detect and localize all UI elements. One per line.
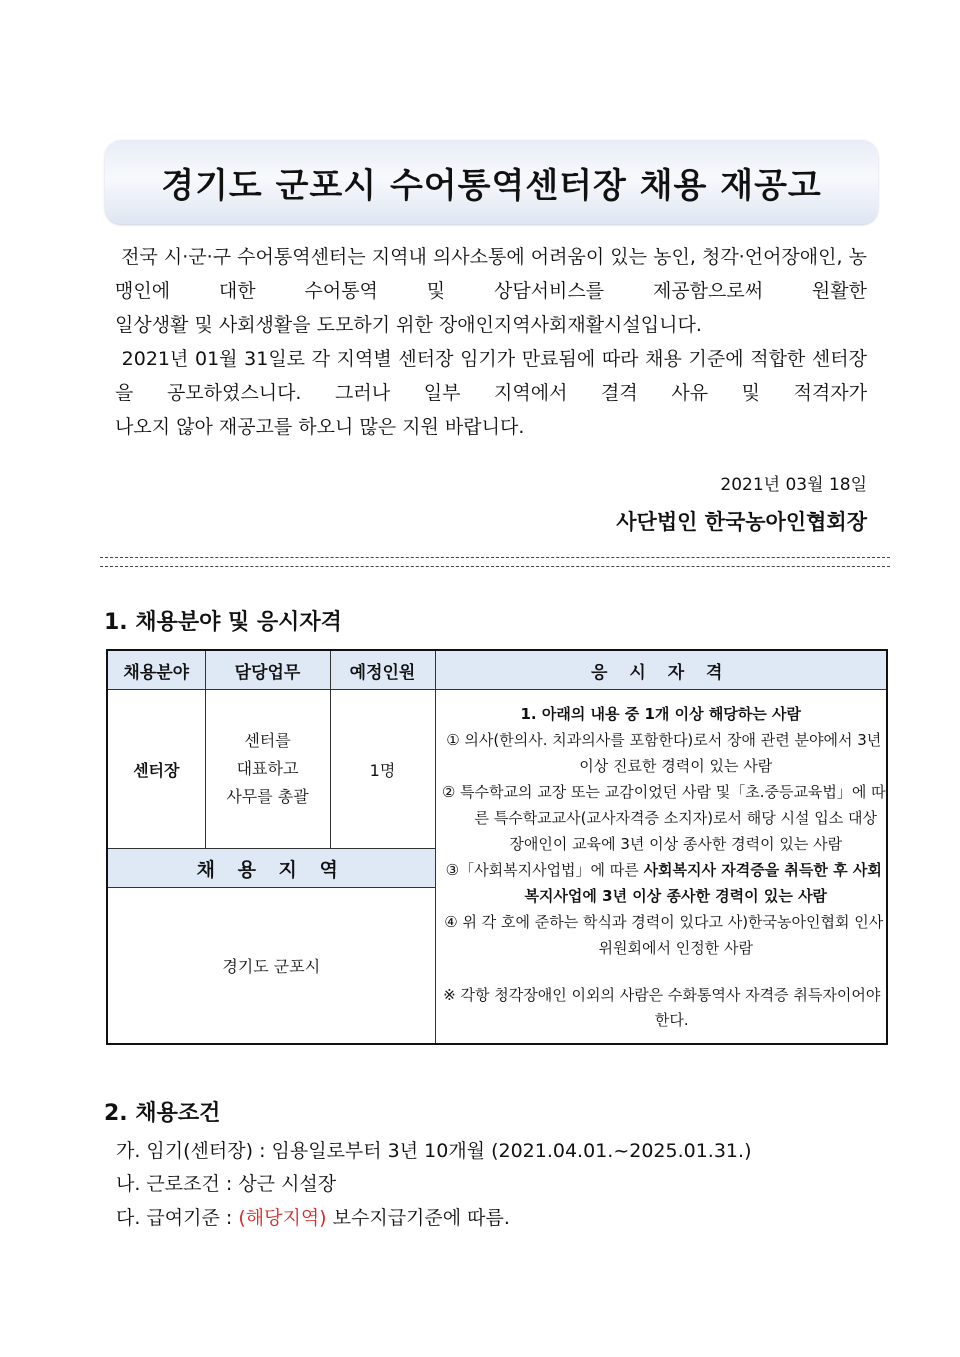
region-value: 경기도 군포시 [107, 888, 435, 1045]
intro-paragraph-2: 2021년 01월 31일로 각 지역별 센터장 임기가 만료됨에 따라 채용 기준에 적합한 센터장을 공모하였스니다. 그러나 일부 지역에서 결격 사유 및 적격자가 [115, 348, 867, 404]
qualification-heading: 1. 아래의 내용 중 1개 이상 해당하는 사람 [520, 704, 801, 723]
cell-field: 센터장 [107, 690, 205, 849]
page-title: 경기도 군포시 수어통역센터장 채용 재공고 [161, 165, 822, 206]
header-qualification: 응 시 자 격 [435, 650, 887, 690]
organization-signature: 사단법인 한국농아인협회장 [616, 510, 867, 534]
section-1-title: 1. 채용분야 및 응시자격 [104, 610, 342, 635]
qualification-item-2: ② 특수학교의 교장 또는 교감이었던 사람 및「초.중등교육법」에 따른 특수학교교사(교사자격증 소지자)로서 해당 시설 입소 대상 장애인이 교육에 3년 이상 종사한 경력이 있는 사람 [441, 782, 886, 853]
table-header-row [107, 650, 887, 690]
condition-work: 나. 근로조건 : 상근 시설장 [116, 1173, 337, 1195]
double-dashed-divider [100, 557, 890, 567]
intro-paragraph-2-end: 나오지 않아 재공고를 하오니 많은 지원 바랍니다. [115, 416, 525, 438]
region-header: 채 용 지 역 [107, 849, 435, 888]
qualification-item-4: ④ 위 각 호에 준하는 학식과 경력이 있다고 사)한국농아인협회 인사위원회에서 인정한 사람 [444, 912, 884, 957]
condition-term: 가. 임기(센터장) : 임용일로부터 3년 10개월 (2021.04.01.~2025.01.31.) [116, 1140, 752, 1162]
section-2-title: 2. 채용조건 [104, 1101, 221, 1126]
qualification-item-1: ① 의사(한의사. 치과의사를 포함한다)로서 장애 관련 분야에서 3년 이상 진료한 경력이 있는 사람 [446, 730, 882, 775]
notice-date: 2021년 03월 18일 [720, 475, 867, 495]
intro-text [115, 240, 867, 444]
title-banner [105, 140, 878, 224]
cell-duty: 센터를 대표하고 사무를 총괄 [205, 690, 330, 849]
requirements-table [106, 649, 888, 1045]
table-row [107, 690, 887, 849]
highlight-region: (해당지역) [238, 1207, 327, 1229]
cell-count: 1명 [330, 690, 435, 849]
header-field: 채용분야 [107, 650, 205, 690]
intro-paragraph-1: 전국 시·군·구 수어통역센터는 지역내 의사소통에 어려움이 있는 농인, 청각·언어장애인, 농맹인에 대한 수어통역 및 상담서비스를 제공함으로써 원활한 [115, 246, 867, 302]
cell-qualifications [435, 690, 887, 1045]
header-duty: 담당업무 [205, 650, 330, 690]
header-count: 예정인원 [330, 650, 435, 690]
intro-paragraph-1-end: 일상생활 및 사회생활을 도모하기 위한 장애인지역사회재활시설입니다. [115, 314, 702, 336]
qualification-item-3: ③「사회복지사업법」에 따른 사회복지사 자격증을 취득한 후 사회복지사업에 3년 이상 종사한 경력이 있는 사람 [445, 860, 882, 905]
qualification-note: ※ 각항 청각장애인 이외의 사람은 수화통역사 자격증 취득자이어야 한다. [443, 985, 881, 1029]
condition-salary: 다. 급여기준 : (해당지역) 보수지급기준에 따름. [116, 1207, 510, 1229]
